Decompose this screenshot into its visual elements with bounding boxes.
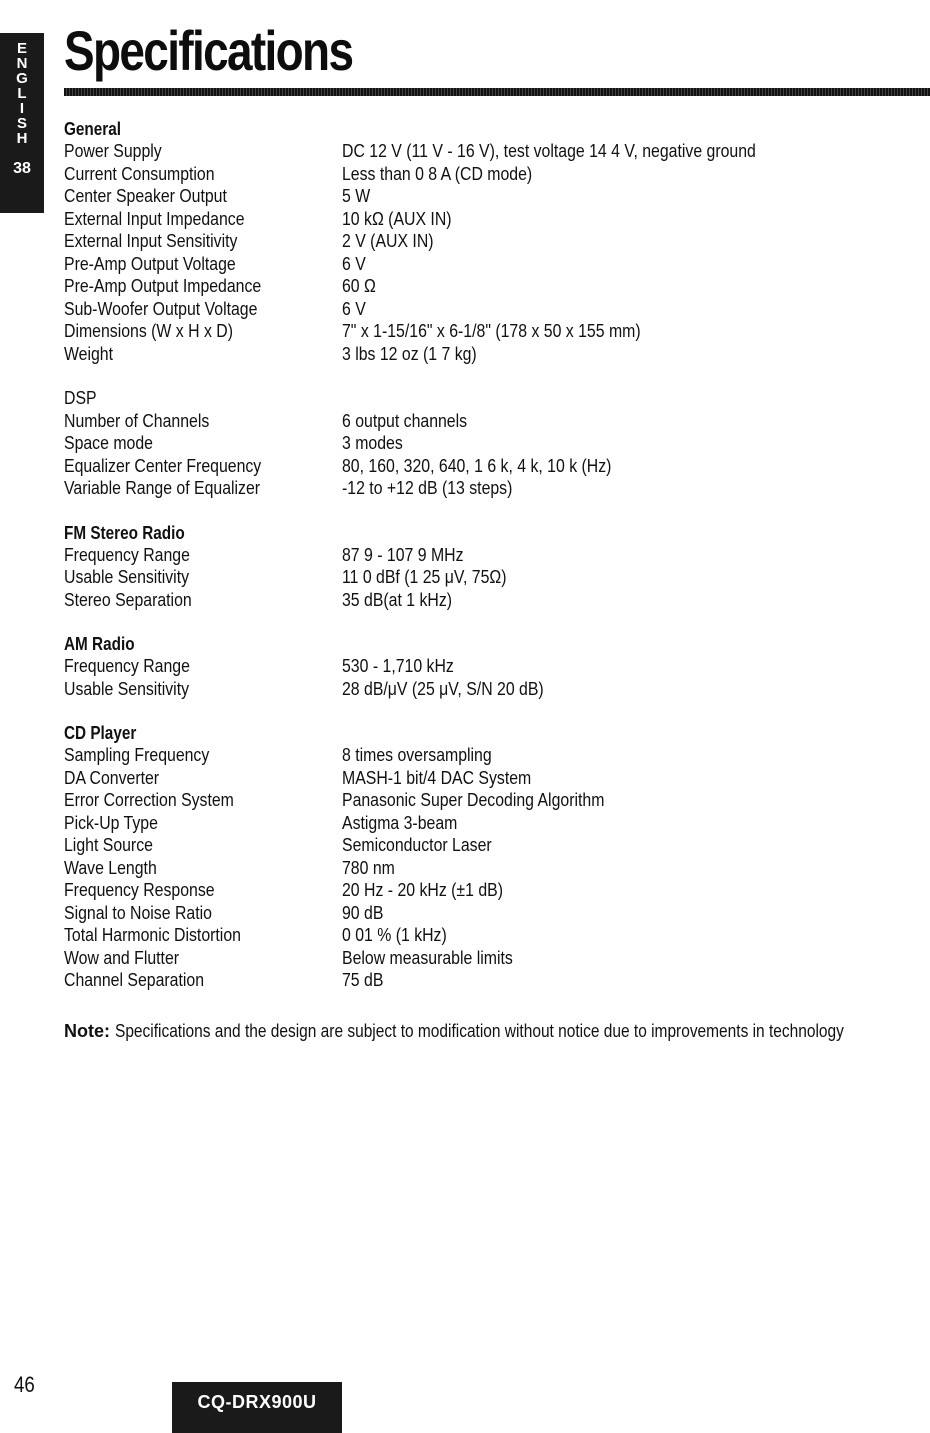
spec-label: Total Harmonic Distortion xyxy=(64,925,241,945)
spec-label: Usable Sensitivity xyxy=(64,567,190,587)
spec-value: 75 dB xyxy=(342,970,384,990)
spec-row xyxy=(64,834,904,857)
spec-value: 6 V xyxy=(342,298,366,319)
spec-row xyxy=(64,410,904,433)
spec-row xyxy=(64,947,904,970)
spec-value: 28 dB/μV (25 μV, S/N 20 dB) xyxy=(342,678,544,699)
spec-row xyxy=(64,275,904,298)
spec-section xyxy=(64,522,904,612)
spec-value: 7" x 1-15/16" x 6-1/8" (178 x 50 x 155 mm) xyxy=(342,321,641,341)
spec-row xyxy=(64,477,904,500)
spec-value: Panasonic Super Decoding Algorithm xyxy=(342,790,605,810)
spec-value: 11 0 dBf (1 25 μV, 75Ω) xyxy=(342,567,507,587)
spec-value: 6 V xyxy=(342,253,366,274)
spec-value: Below measurable limits xyxy=(342,947,513,968)
language-letters xyxy=(16,41,28,146)
side-letter: N xyxy=(16,55,28,72)
spec-label: Current Consumption xyxy=(64,163,215,184)
spec-label: Error Correction System xyxy=(64,790,234,810)
spec-section xyxy=(64,722,904,992)
spec-value: 8 times oversampling xyxy=(342,745,492,765)
spec-value: 60 Ω xyxy=(342,276,376,296)
spec-row xyxy=(64,163,904,186)
note xyxy=(64,1020,924,1042)
spec-row xyxy=(64,767,904,790)
section-heading: DSP xyxy=(64,388,97,408)
side-letter: E xyxy=(16,40,27,57)
model-badge: CQ-DRX900U xyxy=(172,1382,342,1433)
spec-label: Center Speaker Output xyxy=(64,186,227,206)
spec-row xyxy=(64,208,904,231)
spec-row xyxy=(64,455,904,478)
spec-value: -12 to +12 dB (13 steps) xyxy=(342,478,513,498)
spec-value: 0 01 % (1 kHz) xyxy=(342,925,447,945)
side-letter: I xyxy=(19,100,25,117)
spec-value: 3 lbs 12 oz (1 7 kg) xyxy=(342,343,477,364)
spec-value: 5 W xyxy=(342,186,371,206)
side-letter: S xyxy=(16,115,27,132)
section-heading: AM Radio xyxy=(64,634,135,654)
spec-label: External Input Sensitivity xyxy=(64,231,238,251)
spec-section xyxy=(64,633,904,700)
spec-row xyxy=(64,566,904,589)
spec-value: 6 output channels xyxy=(342,410,468,431)
spec-label: Frequency Range xyxy=(64,544,190,565)
spec-row xyxy=(64,744,904,767)
spec-label: Frequency Range xyxy=(64,656,190,676)
spec-label: Equalizer Center Frequency xyxy=(64,455,262,476)
spec-row xyxy=(64,655,904,678)
spec-row xyxy=(64,140,904,163)
spec-value: Semiconductor Laser xyxy=(342,835,492,855)
spec-label: Weight xyxy=(64,343,114,364)
side-letter: G xyxy=(16,70,28,87)
spec-value: 87 9 - 107 9 MHz xyxy=(342,544,464,565)
spec-row xyxy=(64,678,904,701)
spec-value: 20 Hz - 20 kHz (±1 dB) xyxy=(342,880,503,900)
spec-label: Power Supply xyxy=(64,141,162,161)
spec-value: MASH-1 bit/4 DAC System xyxy=(342,767,532,788)
spec-value: 80, 160, 320, 640, 1 6 k, 4 k, 10 k (Hz) xyxy=(342,455,612,476)
spec-section xyxy=(64,387,904,500)
spec-row xyxy=(64,343,904,366)
spec-label: Pre-Amp Output Voltage xyxy=(64,253,236,274)
spec-row xyxy=(64,320,904,343)
spec-label: DA Converter xyxy=(64,767,160,788)
note-text: Specifications and the design are subject to modification without notice due to improvements in technology xyxy=(115,1021,844,1041)
spec-value: 10 kΩ (AUX IN) xyxy=(342,208,452,229)
spec-label: Pre-Amp Output Impedance xyxy=(64,276,262,296)
section-heading: General xyxy=(64,119,121,139)
side-letter: H xyxy=(16,130,28,147)
spec-label: Frequency Response xyxy=(64,880,215,900)
page-number: 46 xyxy=(14,1372,35,1397)
spec-label: Pick-Up Type xyxy=(64,812,158,833)
spec-label: Dimensions (W x H x D) xyxy=(64,321,233,341)
spec-label: Sub-Woofer Output Voltage xyxy=(64,298,258,319)
spec-value: 3 modes xyxy=(342,433,403,453)
spec-value: 780 nm xyxy=(342,857,395,878)
spec-section xyxy=(64,118,904,365)
spec-row xyxy=(64,230,904,253)
section-page-number: 38 xyxy=(13,160,31,177)
spec-label: External Input Impedance xyxy=(64,208,245,229)
spec-row xyxy=(64,812,904,835)
spec-label: Number of Channels xyxy=(64,410,210,431)
spec-row xyxy=(64,789,904,812)
title-divider xyxy=(64,88,930,96)
spec-value: Astigma 3-beam xyxy=(342,812,458,833)
spec-label: Space mode xyxy=(64,433,153,453)
spec-value: 530 - 1,710 kHz xyxy=(342,656,454,676)
spec-row xyxy=(64,902,904,925)
spec-row xyxy=(64,432,904,455)
section-heading: CD Player xyxy=(64,723,137,743)
spec-row xyxy=(64,969,904,992)
spec-label: Light Source xyxy=(64,835,153,855)
spec-value: Less than 0 8 A (CD mode) xyxy=(342,163,533,184)
note-label: Note: xyxy=(64,1021,110,1041)
spec-value: 2 V (AUX IN) xyxy=(342,231,434,251)
spec-label: Signal to Noise Ratio xyxy=(64,902,212,923)
section-heading: FM Stereo Radio xyxy=(64,522,185,543)
spec-label: Variable Range of Equalizer xyxy=(64,478,261,498)
spec-value: 35 dB(at 1 kHz) xyxy=(342,589,453,610)
specifications-list xyxy=(64,118,904,1014)
spec-row xyxy=(64,298,904,321)
spec-row xyxy=(64,924,904,947)
spec-label: Usable Sensitivity xyxy=(64,678,190,699)
language-side-tab xyxy=(0,33,44,213)
spec-row xyxy=(64,589,904,612)
spec-value: 90 dB xyxy=(342,902,384,923)
spec-row xyxy=(64,879,904,902)
spec-label: Sampling Frequency xyxy=(64,745,210,765)
spec-label: Wave Length xyxy=(64,857,157,878)
spec-label: Stereo Separation xyxy=(64,589,192,610)
spec-label: Wow and Flutter xyxy=(64,947,180,968)
side-letter: L xyxy=(17,85,27,102)
spec-value: DC 12 V (11 V - 16 V), test voltage 14 4 V, negative ground xyxy=(342,141,756,161)
spec-row xyxy=(64,253,904,276)
page-title: Specifications xyxy=(64,19,353,82)
spec-row xyxy=(64,185,904,208)
spec-label: Channel Separation xyxy=(64,970,205,990)
spec-row xyxy=(64,857,904,880)
spec-row xyxy=(64,544,904,567)
